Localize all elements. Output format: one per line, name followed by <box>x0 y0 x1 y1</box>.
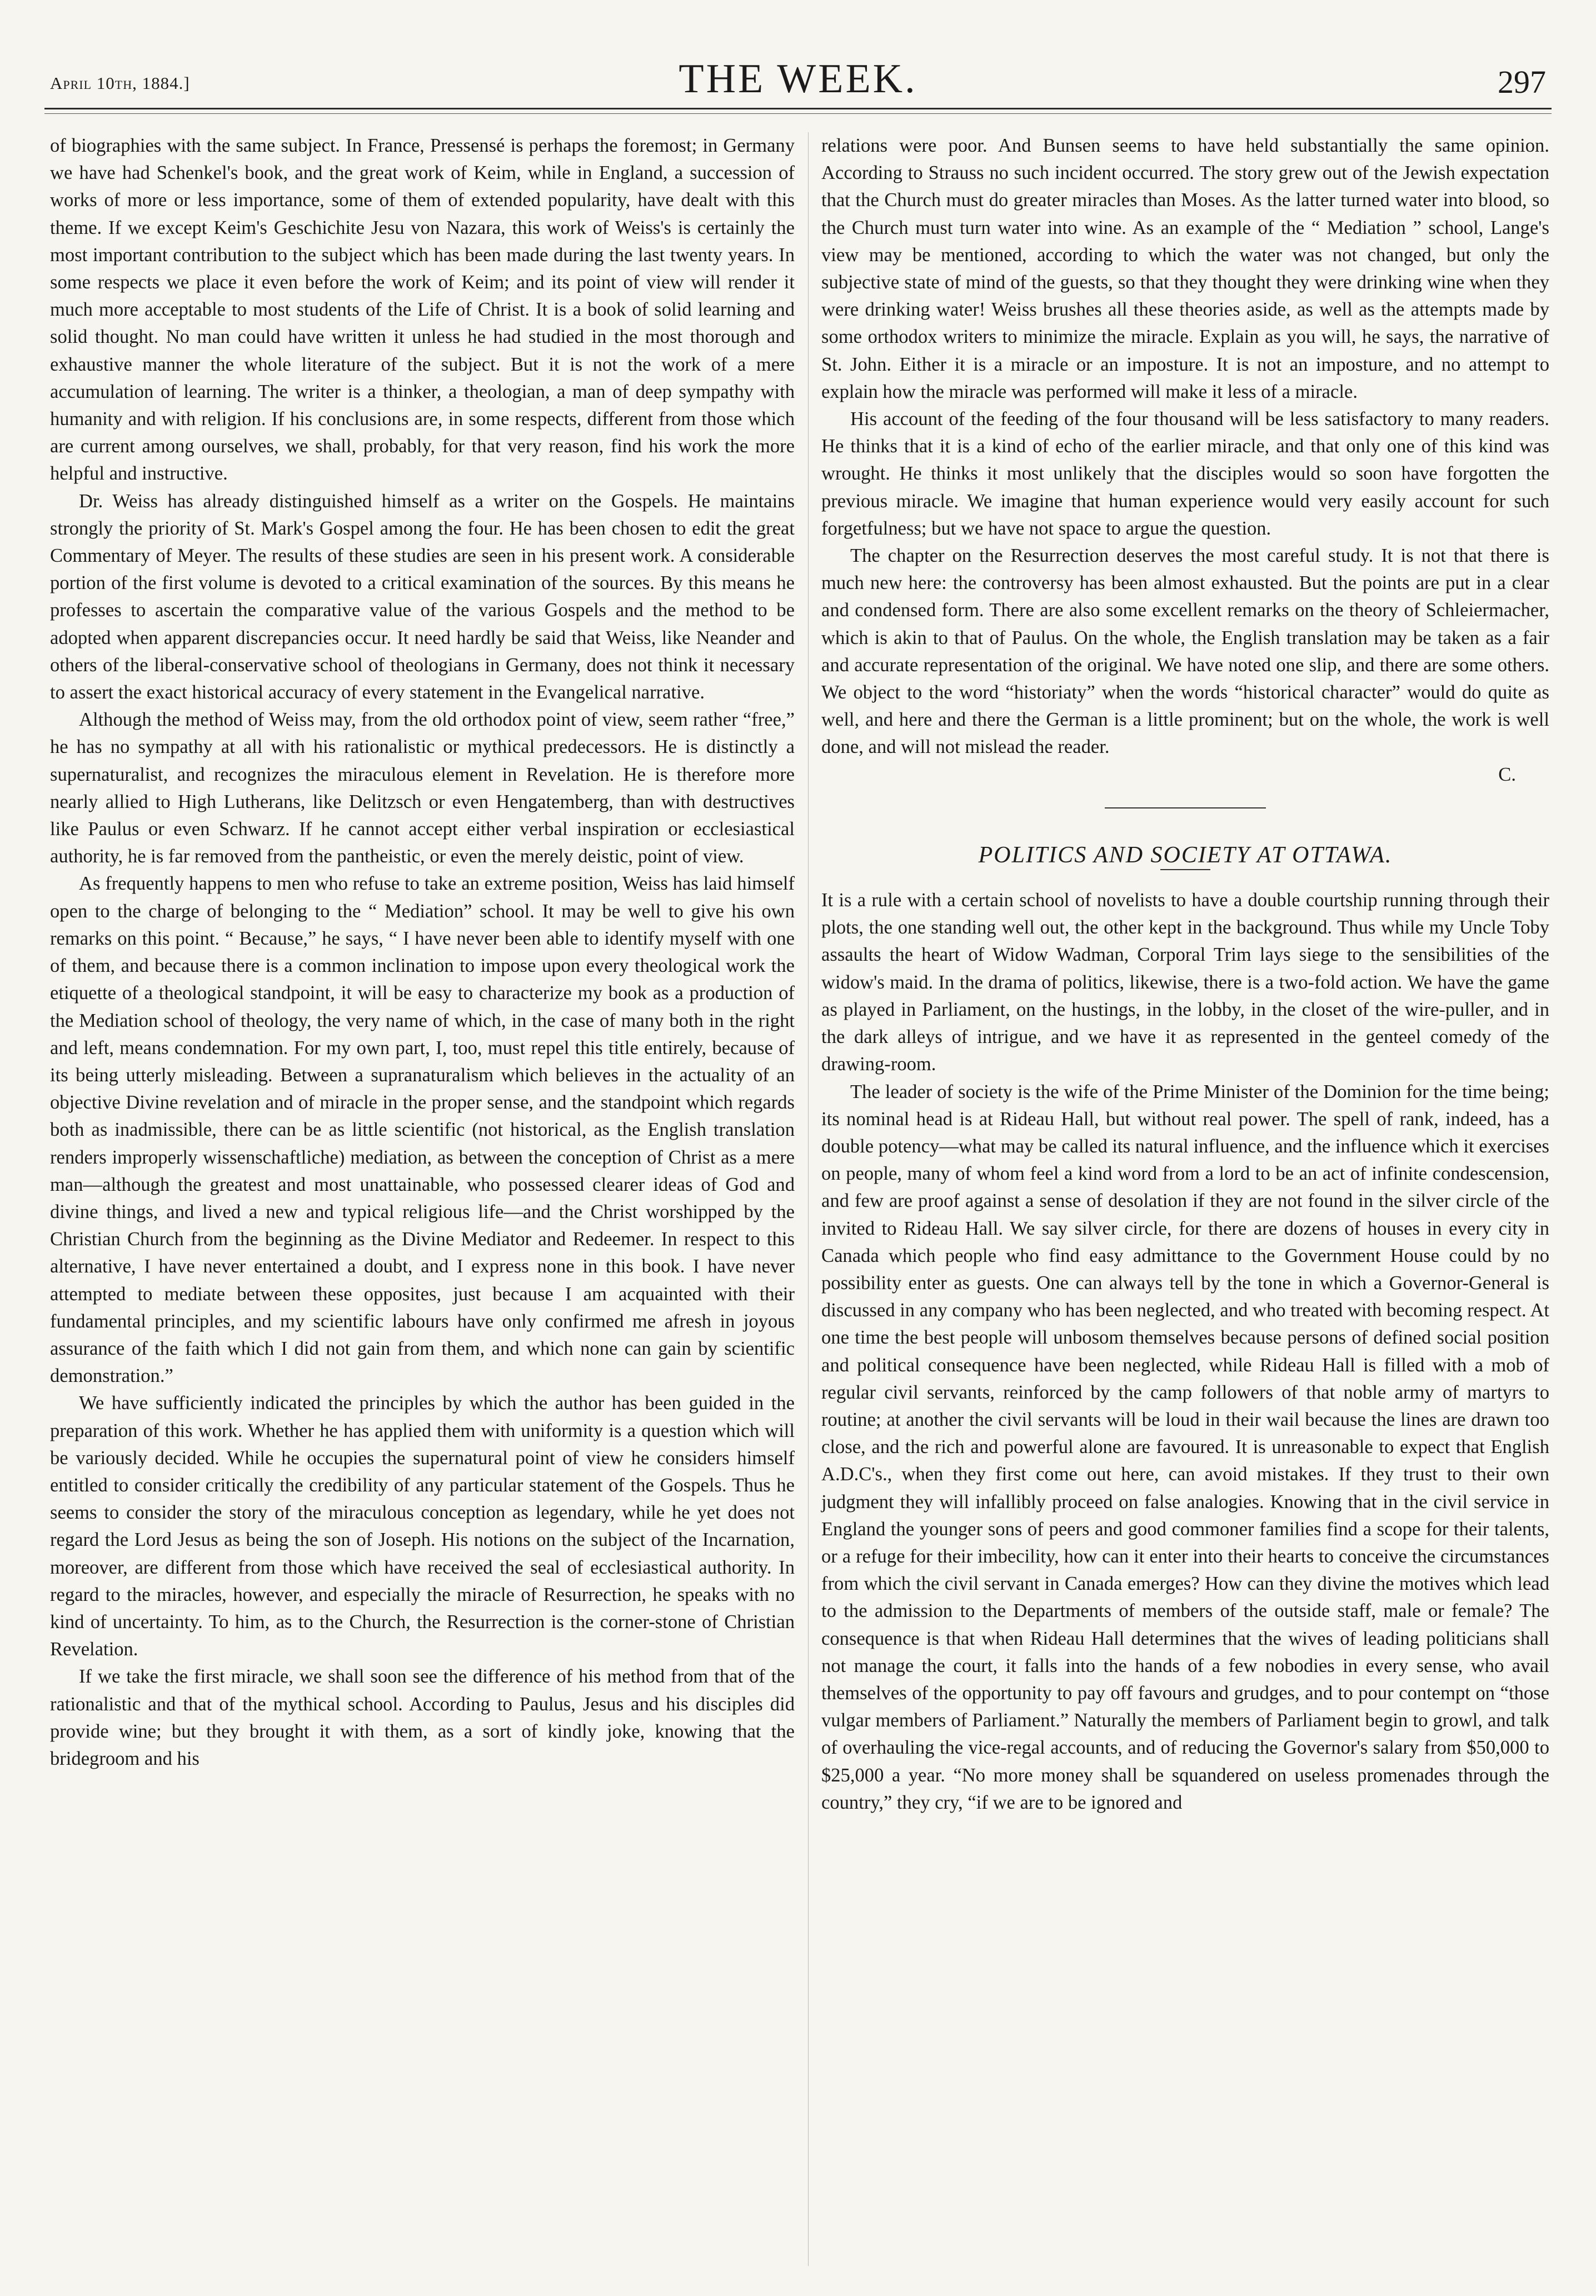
review-signature: C. <box>1498 763 1516 785</box>
paragraph: If we take the first miracle, we shall soon see the difference of his method from that of the rationalistic and that of the mythical school. According to Paulus, Jesus and his disciples did provide wine; but they brought it with them, as a sort of kindly joke, knowing that the bridegroom and his <box>50 1666 795 1769</box>
page-number: 297 <box>1498 64 1546 100</box>
paragraph: The chapter on the Resurrection deserves the most careful study. It is not that there is much new here: the controversy has been almost exhausted. But the points are put in a clear and condensed form. There are also some excellent remarks on the theory of Schleiermacher, which is akin to that of Paulus. On the whole, the English translation may be taken as a fair and accurate representation of the original. We have noted one slip, and there are some others. We object to the word “historiaty” when the words “historical character” would do quite as well, and here and there the German is a little prominent; but on the whole, the work is well done, and will not mislead the reader. <box>821 545 1549 758</box>
paragraph: Although the method of Weiss may, from the old orthodox point of view, seem rather “free,” he has no sympathy at all with his rationalistic or mythical predecessors. He is distinctly a supernaturalist, and recognizes the miraculous element in Revelation. He is therefore more nearly allied to High Lutherans, like Delitzsch or even Hengatemberg, than with destructives like Paulus or even Schwarz. If he cannot accept either verbal inspiration or ecclesiastical authority, he is far removed from the pantheistic, or even the merely deistic, point of view. <box>50 709 795 867</box>
paragraph: As frequently happens to men who refuse to take an extreme position, Weiss has laid himself open to the charge of belonging to the “ Mediation” school. It may be well to give his own remarks on this point. “ Because,” he says, “ I have never been able to identify myself with one of them, and because there is a common inclination to impose upon every theological work the etiquette of a theological standpoint, it will be easy to characterize my book as a production of the Mediation school of theology, the very name of which, in the case of many both in the right and left, means condemnation. For my own part, I, too, must repel this title entirely, because of its being utterly misleading. Between a supranaturalism which believes in the actuality of an objective Divine revelation and of miracle in the proper sense, and the standpoint which regards both as inadmissible, there can be as little scientific (not historical, as the English translation renders improperly wissenschaftliche) mediation, as between the conception of Christ as a mere man—although the greatest and most unattainable, who possessed clearer ideas of God and divine things, and lived a new and typical religious life—and the Christ worshipped by the Christian Church from the beginning as the Divine Mediator and Redeemer. In respect to this alternative, I have never entertained a doubt, and I express none in this book. I have never attempted to mediate between these opposites, just because I am acquainted with their fundamental principles, and my scientific labours have only confirmed me afresh in joyous assurance of the faith which I did not gain from them, and which none can gain by scientific demonstration.” <box>50 873 795 1387</box>
paragraph: relations were poor. And Bunsen seems to have held substantially the same opinion. According to Strauss no such incident occurred. The story grew out of the Jewish expectation that the Church must do greater miracles than Moses. As the latter turned water into blood, so the Church must turn water into wine. As an example of the “ Mediation ” school, Lange's view may be mentioned, according to which the water was not changed, but only the subjective state of mind of the guests, so that they thought they were drinking wine when they were drinking water! Weiss brushes all these theories aside, as well as the attempts made by some orthodox writers to minimize the miracle. Explain as you will, he says, the narrative of St. John. Either it is a miracle or an imposture. It is not an imposture, and no attempt to explain how the miracle was performed will make it less of a miracle. <box>821 135 1549 402</box>
issue-date: April 10th, 1884.] <box>50 73 190 93</box>
paragraph: of biographies with the same subject. In France, Pressensé is perhaps the foremost; in Germany we have had Schenkel's book, and the great work of Keim, while in England, a succession of works of more or less importance, some of them of extended popularity, have dealt with this theme. If we except Keim's Geschichite Jesu von Nazara, this work of Weiss's is certainly the most important contribution to the subject which has been made during the last twenty years. In some respects we place it even before the work of Keim; and its point of view will render it much more acceptable to most students of the Life of Christ. It is a book of solid learning and solid thought. No man could have written it unless he had studied in the most thorough and exhaustive manner the whole literature of the subject. But it is not the work of a mere accumulation of learning. The writer is a thinker, a theologian, a man of deep sympathy with humanity and with religion. If his conclusions are, in some respects, different from those which are current among ourselves, we shall, probably, for that very reason, find his work the more helpful and instructive. <box>50 135 795 485</box>
page-header <box>44 39 1552 117</box>
paragraph: His account of the feeding of the four thousand will be less satisfactory to many readers. He thinks that it is a kind of echo of the earlier miracle, and that only one of this kind was wrought. He thinks it most unlikely that the disciples would so soon have forgotten the previous miracle. We imagine that human experience would very easily account for such forgetfulness; but we have not space to argue the question. <box>821 408 1549 539</box>
paragraph: The leader of society is the wife of the Prime Minister of the Dominion for the time being; its nominal head is at Rideau Hall, but without real power. The spell of rank, indeed, has a double potency—what may be called its natural influence, and the influence which it exercises on people, many of whom feel a kind word from a lord to be an act of infinite condescension, and few are proof against a sense of desolation if they are not found in the silver circle of the invited to Rideau Hall. We say silver circle, for there are dozens of houses in every city in Canada which people who find easy admittance to the Government House could by no possibility enter as guests. One can always tell by the tone in which a Governor-General is discussed in any company who has been neglected, and who treated with becoming respect. At one time the best people will unbosom themselves because persons of defined social position and political consequence have been neglected, while Rideau Hall is filled with a mob of regular civil servants, reinforced by the camp followers of that noble army of martyrs to routine; at another the civil servants will be loud in their wail because the lines are drawn too close, and the rich and powerful alone are favoured. It is unreasonable to expect that English A.D.C's., when they first come out here, can avoid mistakes. If they trust to their own judgment they will infallibly proceed on false analogies. Knowing that in the civil service in England the younger sons of peers and good commoner families find a scope for their talents, or a refuge for their imbecility, how can it enter into their hearts to conceive the circumstances from which the civil servant in Canada emerges? How can they divine the motives which lead to the admission to the Departments of members of the outside staff, male or female? The consequence is that when Rideau Hall determines that the wives of leading politicians shall not manage the court, it falls into the hands of a few nobodies in every sense, who avail themselves of the opportunity to pay off favours and grudges, and to pour contempt on “those vulgar members of Parliament.” Naturally the members of Parliament begin to growl, and talk of overhauling the vice-regal accounts, and of reducing the Governor's salary from $50,000 to $25,000 a year. “No more money shall be squandered on useless promenades through the country,” they cry, “if we are to be ignored and <box>821 1081 1549 1813</box>
left-column <box>50 132 795 1773</box>
paragraph: It is a rule with a certain school of novelists to have a double courtship running through their plots, the one standing well out, the other kept in the background. Thus while my Uncle Toby assaults the heart of Widow Wadman, Corporal Trim lays siege to the sensibilities of the widow's maid. In the drama of politics, likewise, there is a two-fold action. We have the game as played in Parliament, on the hustings, in the lobby, in the closet of the wire-puller, and in the dark alleys of intrigue, and we have it as represented in the genteel comedy of the drawing-room. <box>821 890 1549 1075</box>
signature-line <box>821 761 1549 788</box>
paragraph: We have sufficiently indicated the principles by which the author has been guided in the preparation of this work. Whether he has applied them with uniformity is a question which will be variously decided. While he occupies the supernatural point of view he considers himself entitled to consider critically the credibility of any particular statement of the Gospels. Thus he seems to consider the story of the miraculous conception as legendary, while he yet does not regard the Lord Jesus as being the son of Joseph. His notions on the subject of the Incarnation, moreover, are different from those which have received the seal of ecclesiastical authority. In regard to the miracles, however, and especially the miracle of Resurrection, he speaks with no kind of uncertainty. To him, as to the Church, the Resurrection is the corner-stone of Christian Revelation. <box>50 1392 795 1660</box>
masthead-title: THE WEEK. <box>679 56 917 102</box>
title-underrule <box>1160 869 1210 870</box>
paragraph: Dr. Weiss has already distinguished himself as a writer on the Gospels. He maintains strongly the priority of St. Mark's Gospel among the four. He has been chosen to edit the great Commentary of Meyer. The results of these studies are seen in his present work. A considerable portion of the first volume is devoted to a critical examination of the sources. By this means he professes to ascertain the comparative value of the various Gospels and the method to be adopted when apparent discrepancies occur. It need hardly be said that Weiss, like Neander and others of the liberal-conservative school of theologians in Germany, does not think it necessary to assert the exact historical accuracy of every statement in the Evangelical narrative. <box>50 490 795 703</box>
right-column <box>821 132 1549 1816</box>
header-rule-thin <box>44 113 1552 114</box>
header-rule <box>44 108 1552 109</box>
section-title: POLITICS AND SOCIETY AT OTTAWA. <box>978 842 1393 868</box>
column-divider <box>808 132 809 2266</box>
section-separator <box>1105 807 1266 808</box>
